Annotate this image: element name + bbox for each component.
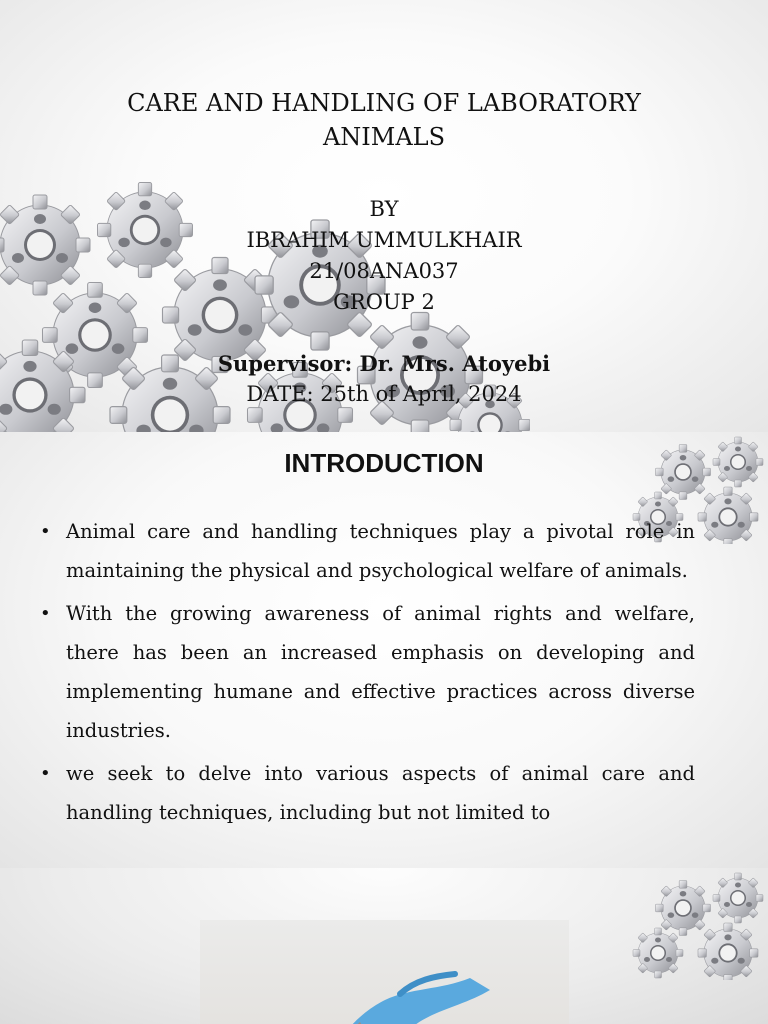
author-name: IBRAHIM UMMULKHAIR: [246, 228, 522, 252]
matric-number: 21/08ANA037: [309, 259, 459, 283]
image-slide: [0, 868, 768, 1024]
date-label: DATE: 25th of April, 2024: [246, 382, 522, 406]
gloved-hand-photo-icon: [200, 920, 569, 1024]
bullet-text: With the growing awareness of animal rights and welfare, there has been an increased emphasis on developing and implementing humane and effective practices across diverse industries.: [66, 602, 695, 742]
list-item: [40, 754, 695, 832]
title-line-2: ANIMALS: [322, 123, 446, 151]
presentation-title: [0, 86, 768, 154]
by-label: BY: [369, 197, 399, 221]
bullet-icon: •: [40, 763, 51, 784]
bullet-text: Animal care and handling techniques play a pivotal role in maintaining the physical and psychological welfare of animals.: [66, 520, 695, 582]
title-slide: [0, 0, 768, 432]
bullet-text: we seek to delve into various aspects of animal care and handling techniques, including but not limited to: [66, 762, 695, 824]
list-item: [40, 594, 695, 750]
section-title: INTRODUCTION: [284, 448, 484, 478]
list-item: [40, 512, 695, 590]
bullet-list: [40, 512, 695, 836]
gears-icon: [628, 868, 768, 980]
bullet-icon: •: [40, 521, 51, 542]
author-info: [0, 194, 768, 410]
group-label: GROUP 2: [333, 290, 435, 314]
title-line-1: CARE AND HANDLING OF LABORATORY: [127, 89, 641, 117]
supervisor-label: Supervisor: Dr. Mrs. Atoyebi: [217, 351, 551, 376]
bullet-icon: •: [40, 603, 51, 624]
introduction-slide: [0, 432, 768, 868]
